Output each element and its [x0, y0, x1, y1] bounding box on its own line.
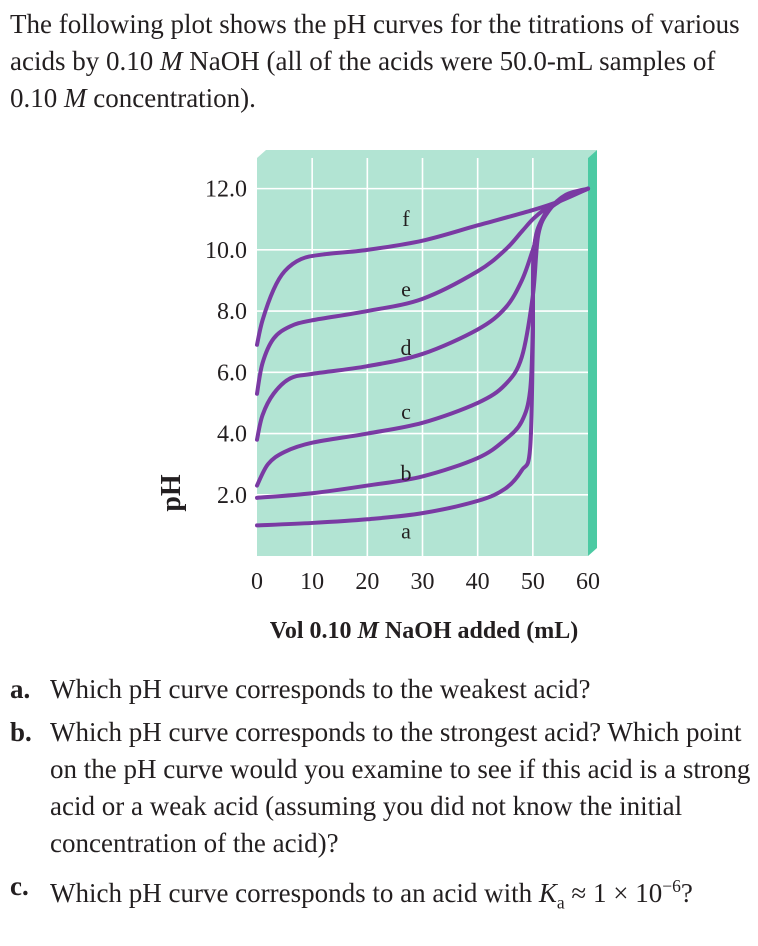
curve-label-b: b: [400, 460, 412, 486]
curve-label-c: c: [401, 399, 411, 425]
chart-panel-top: [257, 150, 597, 158]
intro-text-3: concentration).: [86, 83, 256, 113]
question-text: Which pH curve corresponds to the weakest acid?: [50, 674, 591, 704]
intro-text-2: NaOH (all of the acids were 50.0-mL samples of 0.10: [10, 46, 716, 113]
y-tick-label: 12.0: [205, 176, 247, 203]
question-text: Which pH curve corresponds to an acid with $K_a \approx 1 \times 10^{-6}$?: [50, 876, 693, 913]
y-axis-ticks: [205, 177, 247, 509]
intro-paragraph: [10, 6, 750, 117]
x-tick-label: 30: [410, 569, 435, 595]
questions-list: [10, 671, 754, 927]
y-tick-label: 2.0: [217, 482, 247, 509]
intro-text-1: The following plot shows the pH curves for the titrations of various acids by 0.10: [10, 9, 740, 76]
y-tick-label: 6.0: [217, 360, 247, 387]
curve-label-f: f: [402, 206, 410, 232]
x-tick-label: 50: [520, 569, 545, 595]
question-c: [10, 868, 754, 921]
question-b: [10, 714, 754, 862]
x-tick-label: 0: [251, 569, 263, 595]
y-tick-label: 8.0: [217, 299, 247, 326]
question-text: Which pH curve corresponds to the strongest acid? Which point on the pH curve would you examine to see if this acid is a strong acid or a weak acid (assuming you did not know the initial concentration of the acid)?: [50, 717, 751, 858]
curve-label-e: e: [401, 276, 411, 302]
titration-chart: [0, 140, 758, 660]
chart-panel-side: [588, 150, 597, 556]
y-axis-label: pH: [156, 474, 187, 512]
intro-molar-2: M: [64, 83, 87, 113]
x-tick-label: 40: [465, 569, 490, 595]
x-axis-ticks: [251, 569, 600, 595]
curve-label-a: a: [401, 518, 411, 544]
x-tick-label: 10: [300, 569, 325, 595]
y-tick-label: 10.0: [205, 237, 247, 264]
x-tick-label: 60: [576, 569, 600, 595]
x-axis-label: Vol 0.10 M NaOH added (mL): [269, 618, 579, 644]
question-letter: a.: [10, 674, 31, 704]
question-letter: c.: [10, 871, 29, 901]
question-letter: b.: [10, 717, 32, 747]
intro-molar-1: M: [159, 46, 183, 76]
question-a: [10, 671, 754, 708]
y-tick-label: 4.0: [217, 421, 247, 448]
curve-label-d: d: [400, 334, 412, 360]
x-tick-label: 20: [355, 569, 380, 595]
